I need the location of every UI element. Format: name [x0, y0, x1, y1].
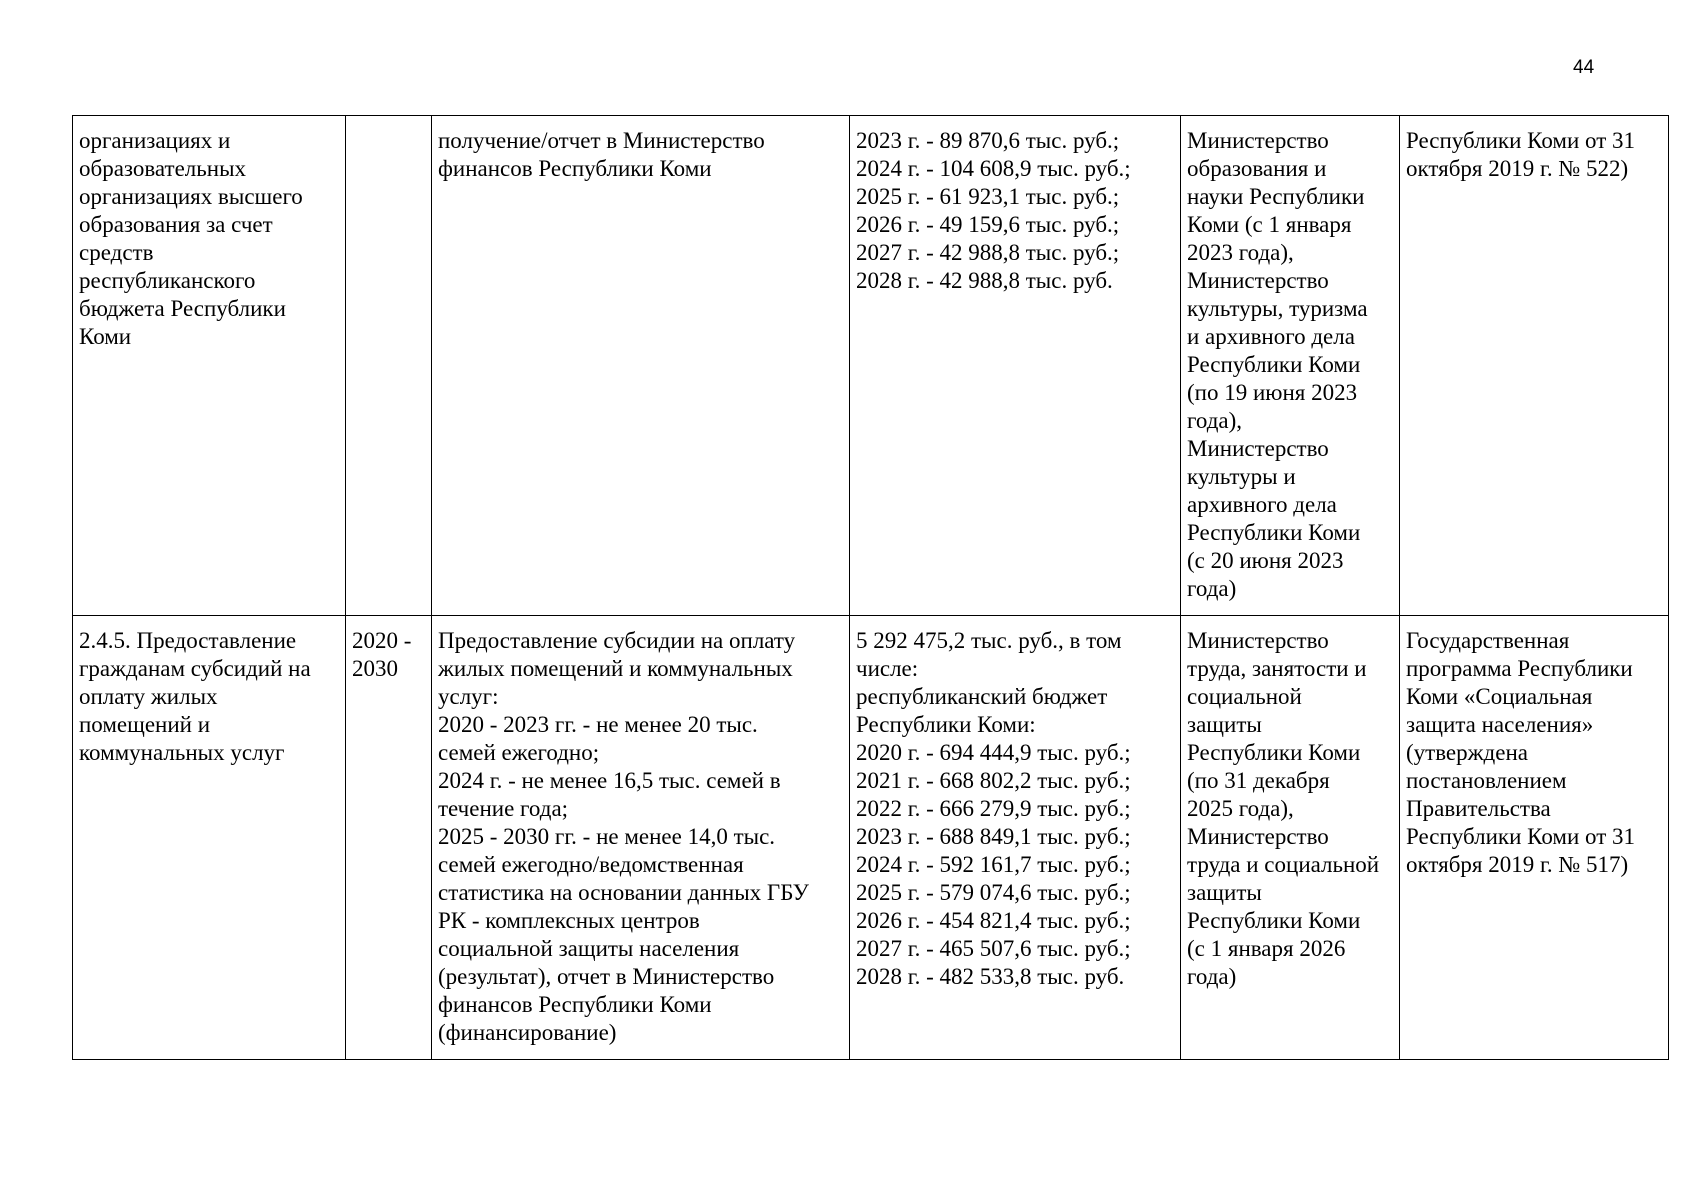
program-cell: Государственная программа Республики Коми «Социальная защита населения» (утверждена постановлением Правительства Республики Коми от 31 октября 2019 г. № 517): [1400, 616, 1669, 1060]
responsible-cell: Министерство образования и науки Республики Коми (с 1 января 2023 года), Министерство культуры, туризма и архивного дела Республики Коми (по 19 июня 2023 года), Министерство культуры и архивного дела Республики Коми (с 20 июня 2023 года): [1181, 116, 1400, 616]
indicator-cell: получение/отчет в Министерство финансов Республики Коми: [432, 116, 850, 616]
responsible-cell: Министерство труда, занятости и социальной защиты Республики Коми (по 31 декабря 2025 года), Министерство труда и социальной защиты Республики Коми (с 1 января 2026 года): [1181, 616, 1400, 1060]
funding-cell: 5 292 475,2 тыс. руб., в том числе: республиканский бюджет Республики Коми: 2020 г. - 694 444,9 тыс. руб.; 2021 г. - 668 802,2 тыс. руб.; 2022 г. - 666 279,9 тыс. руб.; 2023 г. - 688 849,1 тыс. руб.; 2024 г. - 592 161,7 тыс. руб.; 2025 г. - 579 074,6 тыс. руб.; 2026 г. - 454 821,4 тыс. руб.; 2027 г. - 465 507,6 тыс. руб.; 2028 г. - 482 533,8 тыс. руб.: [850, 616, 1181, 1060]
indicator-cell: Предоставление субсидии на оплату жилых помещений и коммунальных услуг: 2020 - 2023 гг. - не менее 20 тыс. семей ежегодно; 2024 г. - не менее 16,5 тыс. семей в течение года; 2025 - 2030 гг. - не менее 14,0 тыс. семей ежегодно/ведомственная статистика на основании данных ГБУ РК - комплексных центров социальной защиты населения (результат), отчет в Министерство финансов Республики Коми (финансирование): [432, 616, 850, 1060]
measure-name-cell: организациях и образовательных организациях высшего образования за счет средств республиканского бюджета Республики Коми: [73, 116, 346, 616]
funding-cell: 2023 г. - 89 870,6 тыс. руб.; 2024 г. - 104 608,9 тыс. руб.; 2025 г. - 61 923,1 тыс. руб.; 2026 г. - 49 159,6 тыс. руб.; 2027 г. - 42 988,8 тыс. руб.; 2028 г. - 42 988,8 тыс. руб.: [850, 116, 1181, 616]
table-row: [73, 116, 1669, 616]
measures-table: [72, 115, 1669, 1060]
table-row: [73, 616, 1669, 1060]
measure-name-cell: 2.4.5. Предоставление гражданам субсидий на оплату жилых помещений и коммунальных услуг: [73, 616, 346, 1060]
period-cell: [346, 116, 432, 616]
page-number: 44: [1573, 57, 1595, 78]
period-cell: 2020 - 2030: [346, 616, 432, 1060]
program-cell: Республики Коми от 31 октября 2019 г. № 522): [1400, 116, 1669, 616]
